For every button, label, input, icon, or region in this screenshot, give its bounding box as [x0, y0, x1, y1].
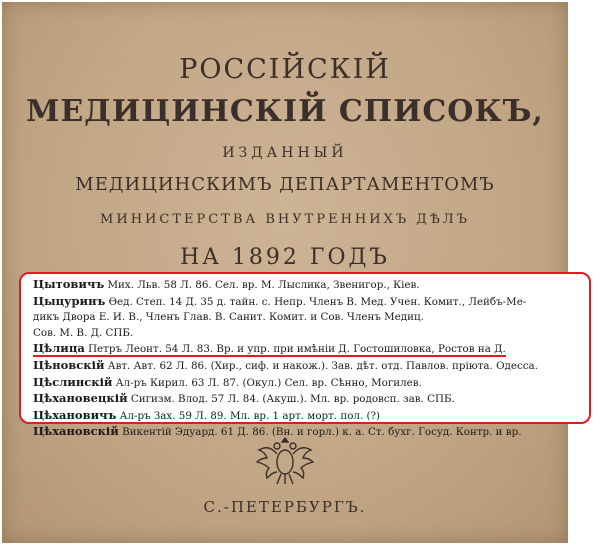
list-item: [33, 424, 583, 441]
entry-surname: Цѣновскій: [33, 357, 105, 372]
entry-surname: Цѣлица: [33, 341, 85, 356]
entry-surname: Цѣхановскій: [33, 424, 119, 439]
entry-text: Ал-ръ Кирил. 63 Л. 87. (Окул.) Сел. вр. Сѣнно, Могилев.: [115, 376, 422, 389]
entry-surname: Цѣхановичъ: [33, 407, 117, 422]
list-item: [33, 294, 583, 311]
entry-continuation: дикъ Двора Е. И. В., Членъ Глав. В. Санит. Комит. и Сов. Членъ Медиц.: [33, 311, 424, 324]
list-item: [33, 341, 583, 358]
entry-text: Петръ Леонт. 54 Л. 83. Вр. и упр. при имѣніи Д. Гостошиловка, Ростов на Д.: [88, 343, 506, 356]
highlighted-clipping: [19, 272, 591, 439]
list-item: [33, 375, 583, 392]
entry-text: Өед. Степ. 14 Д. 35 д. тайн. с. Непр. Членъ В. Мед. Учен. Комит., Лейбъ-Ме-: [108, 295, 527, 308]
entry-text: Викентій Эдуард. 61 Д. 86. (Вн. и горл.) к. а. Ст. бухг. Госуд. Контр. и вр.: [122, 426, 522, 439]
entry-surname: Цыцуринъ: [33, 293, 106, 308]
cover-city: С.-ПЕТЕРБУРГЪ.: [203, 498, 367, 516]
entry-surname: Цытовичъ: [33, 277, 105, 291]
list-item: [33, 391, 583, 408]
list-item: [33, 277, 583, 294]
list-item: [33, 408, 583, 425]
cover-year: НА 1892 ГОДЪ: [180, 245, 390, 270]
cover-subtitle-line-3: МИНИСТЕРСТВА ВНУТРЕННИХЪ ДѢЛЪ: [100, 212, 470, 227]
cover-subtitle-line-1: ИЗДАННЫЙ: [222, 145, 348, 161]
list-item: [33, 358, 583, 375]
cover-title-line-1: РОССІЙСКІЙ: [179, 54, 391, 85]
entry-text: Мих. Льв. 58 Л. 86. Сел. вр. М. Лыслика, Звенигор., Кіев.: [107, 279, 420, 291]
entry-surname: Цѣслинскій: [33, 374, 113, 389]
cover-subtitle-line-2: МЕДИЦИНСКИМЪ ДЕПАРТАМЕНТОМЪ: [75, 174, 495, 195]
entries-list: [33, 277, 583, 441]
entry-text: Авт. Авт. 62 Л. 86. (Хир., сиф. и накож.). Зав. дѣт. отд. Павлов. пріюта. Одесса.: [107, 359, 538, 372]
underlined-entry: [33, 343, 506, 357]
cover-title-line-2: МЕДИЦИНСКІЙ СПИСОКЪ,: [26, 94, 544, 129]
entry-surname: Цѣхановецкій: [33, 391, 128, 406]
entry-text: Сигизм. Влод. 57 Л. 84. (Акуш.). Мл. вр. родовсп. зав. СПБ.: [130, 393, 455, 406]
entry-text: Ал-ръ Зах. 59 Л. 89. Мл. вр. 1 арт. морт. пол. (?): [119, 409, 381, 422]
entry-continuation: Сов. М. В. Д. СПБ.: [33, 326, 134, 339]
